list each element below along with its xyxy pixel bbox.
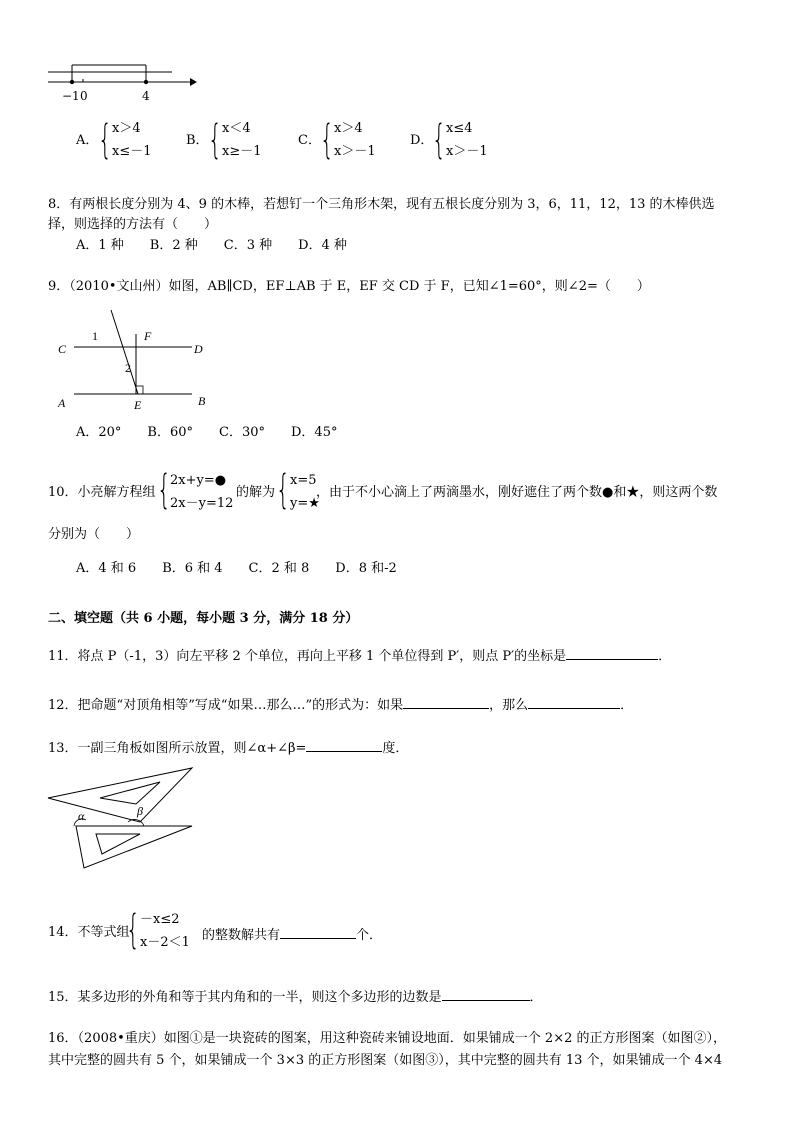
point-4 [144,80,148,84]
q15-end: ． [529,990,543,1005]
q12-mid: ，那么 [489,698,529,713]
q7-option-a[interactable] [76,118,176,164]
label-c: C [58,342,67,356]
option-line1: x＞4 [334,121,363,136]
transversal [111,310,138,394]
q10-sol1: x=5 [290,473,317,488]
lower-set-square [76,826,192,868]
q14-eq2: x－2＜1 [140,935,190,950]
q13-text: 13．一副三角板如图所示放置，则∠α+∠β= [48,741,307,756]
q14-answer-blank[interactable] [280,924,356,939]
q16-line1: 16．（2008•重庆）如图①是一块瓷砖的图案，用这种瓷砖来铺设地面．如果铺成一个 2×2 的正方形图案（如图②）， [48,1031,726,1046]
label-4: 4 [142,89,150,103]
label-f: F [144,329,152,343]
q14-eq1: －x≤2 [140,912,180,927]
option-line2: x＞－1 [334,144,376,159]
q10-prefix: 10．小亮解方程组 [48,485,156,500]
option-letter: D． [410,133,434,148]
label-e: E [134,398,142,412]
upper-set-square [48,768,192,822]
q10-options[interactable]: A．4 和 6 B．6 和 4 C．2 和 8 D．8 和-2 [76,561,397,576]
section-heading: 二、填空题（共 6 小题，每小题 3 分，满分 18 分） [48,611,359,626]
q8-stem-line2: 择，则选择的方法有（ ） [48,217,218,232]
q16-line2: 其中完整的圆共有 5 个，如果铺成一个 3×3 的正方形图案（如图③），其中完整的圆共有 13 个，如果铺成一个 4×4 [48,1053,723,1068]
q13-figure [44,764,204,874]
option-line1: x＜4 [222,121,251,136]
label-b: B [198,394,206,408]
q9-figure [52,302,222,417]
q7-option-b[interactable] [186,118,286,164]
label-0: 0 [80,89,88,103]
q13-end: 度． [382,741,409,756]
label-angle-2: 2 [125,361,131,375]
q12-blank-if[interactable] [403,694,489,709]
option-line1: x＞4 [112,121,141,136]
q11-answer-blank[interactable] [566,645,658,660]
q14-suffix-wrap [202,924,382,945]
q9-stem: 9．（2010•文山州）如图，AB∥CD，EF⊥AB 于 E，EF 交 CD 于 F，已知∠1=60°，则∠2=（ ） [48,279,650,294]
q10-mid: 的解为 [236,485,276,500]
brace-icon: { [98,117,112,163]
set-squares-svg [44,764,204,874]
q15-text: 15．某多边形的外角和等于其内角和的一半，则这个多边形的边数是 [48,990,442,1005]
brace-icon: { [126,907,140,953]
label-angle-1: 1 [92,329,98,343]
q13-answer-blank[interactable] [306,737,382,752]
question-12 [48,694,633,715]
q10-eq1: 2x+y=● [170,473,227,488]
brace-icon: { [320,117,334,163]
question-15 [48,986,543,1007]
q10-stem-line2: 分别为（ ） [48,527,140,542]
q8-stem-line1: 8．有两根长度分别为 4、9 的木棒，若想钉一个三角形木架，现有五根长度分别为 3，6，11，12，13 的木棒供选 [48,197,715,212]
point-neg1 [70,80,74,84]
question-11 [48,645,671,666]
label-a: A [58,396,66,410]
label-alpha: α [78,809,85,823]
label-d: D [194,342,203,356]
q15-answer-blank[interactable] [442,986,530,1001]
option-letter: A． [76,133,99,148]
option-line2: x＞－1 [446,144,488,159]
q7-option-d[interactable] [410,118,510,164]
q11-end: ． [658,649,672,664]
brace-icon: { [432,117,446,163]
label-beta: β [137,804,143,818]
number-line-figure [40,55,200,105]
question-13 [48,737,408,758]
axis-arrow [190,78,197,86]
q10-suffix: ，由于不小心滴上了两滴墨水，刚好遮住了两个数●和★，则这两个数 [316,485,718,500]
option-line1: x≤4 [446,121,473,136]
option-letter: C． [298,133,321,148]
q8-options[interactable]: A．1 种 B．2 种 C．3 种 D．4 种 [76,238,347,253]
brace-icon: { [157,467,171,513]
q12-text: 12．把命题“对顶角相等”写成“如果…那么…”的形式为：如果 [48,698,404,713]
q12-blank-then[interactable] [528,694,620,709]
q14-prefix: 14．不等式组 [48,925,130,940]
brace-icon: { [276,467,290,513]
q10-sol2: y=★ [290,496,320,511]
option-line2: x≥－1 [222,144,262,159]
q14-suffix: 的整数解共有 [202,928,281,943]
q12-end: ． [620,698,634,713]
q9-options[interactable]: A．20° B．60° C．30° D．45° [76,425,338,440]
brace-icon: { [208,117,222,163]
option-line2: x≤－1 [112,144,152,159]
option-letter: B． [186,133,209,148]
q14-end: 个． [356,928,383,943]
q10-eq2: 2x－y=12 [170,496,234,511]
q7-option-c[interactable] [298,118,398,164]
q11-text: 11．将点 P（-1，3）向左平移 2 个单位，再向上平移 1 个单位得到 P′，则点 P′的坐标是 [48,649,567,664]
label-neg1: −1 [62,89,80,103]
